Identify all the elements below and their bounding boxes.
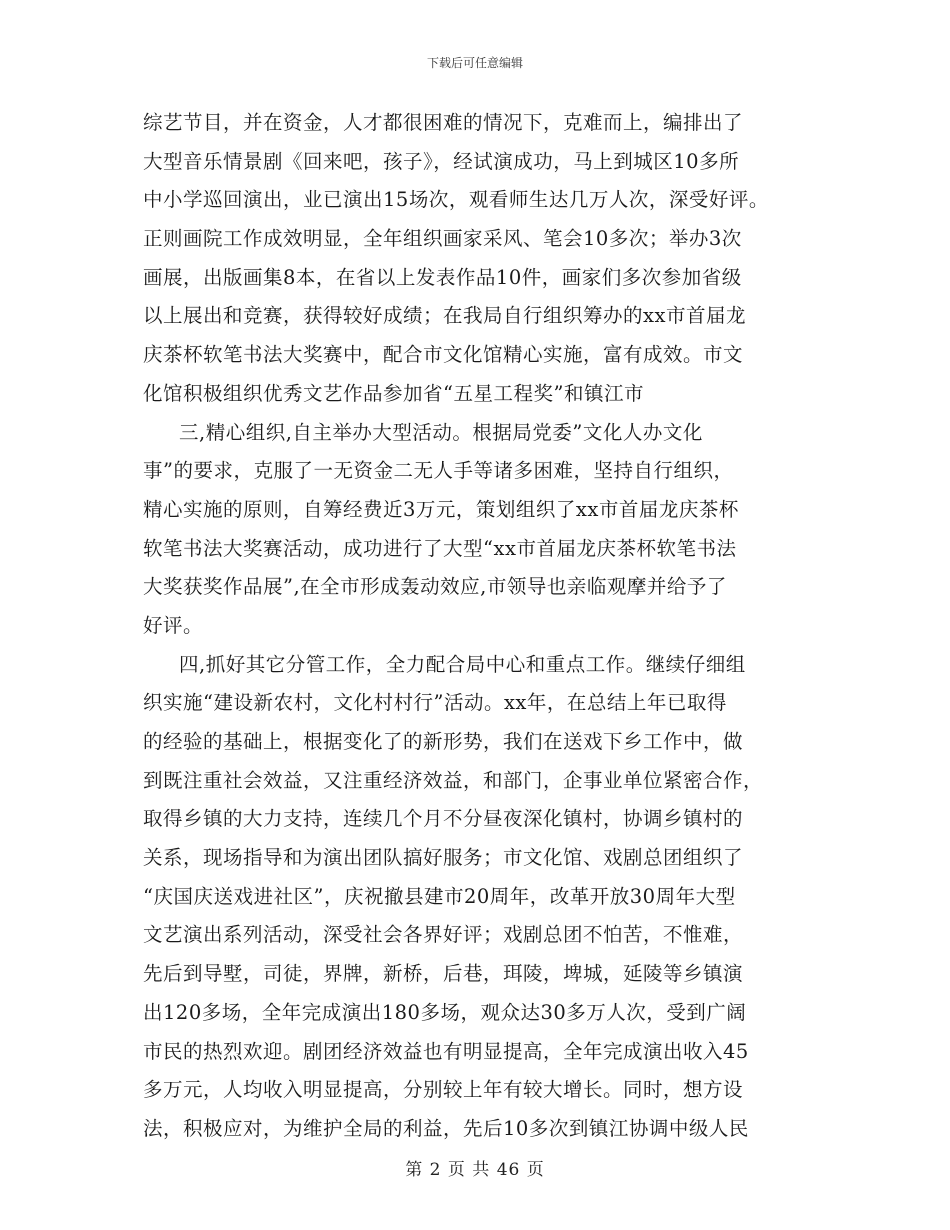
body-line: 好评。 (143, 613, 204, 637)
body-line: 以上展出和竞赛，获得较好成绩；在我局自行组织筹办的xx市首届龙 (143, 304, 746, 328)
body-line: “庆国庆送戏进社区”，庆祝撤县建市20周年，改革开放30周年大型 (143, 884, 736, 908)
body-line: 关系，现场指导和为演出团队搞好服务；市文化馆、戏剧总团组织了 (143, 846, 744, 870)
body-line: 市民的热烈欢迎。剧团经济效益也有明显提高，全年完成演出收入45 (143, 1039, 749, 1063)
body-line: 大型音乐情景剧《回来吧，孩子》，经试演成功，马上到城区10多所 (143, 149, 740, 173)
body-line: 事”的要求，克服了一无资金二无人手等诸多困难，坚持自行组织， (143, 459, 734, 483)
body-line: 精心实施的原则，自筹经费近3万元，策划组织了xx市首届龙庆茶杯 (143, 497, 739, 521)
page-number-footer: 第 2 页 共 46 页 (405, 1160, 545, 1180)
body-line: 先后到导墅，司徒，界牌，新桥，后巷，珥陵，埤城，延陵等乡镇演 (143, 962, 744, 986)
body-line: 正则画院工作成效明显，全年组织画家采风、笔会10多次；举办3次 (143, 227, 742, 251)
body-line: 取得乡镇的大力支持，连续几个月不分昼夜深化镇村，协调乡镇村的 (143, 807, 744, 831)
body-line: 画展，出版画集8本，在省以上发表作品10件，画家们多次参加省级 (143, 265, 742, 289)
body-line: 出120多场，全年完成演出180多场，观众达30多万人次，受到广阔 (143, 1000, 747, 1024)
body-line: 的经验的基础上，根据变化了的新形势，我们在送戏下乡工作中，做 (143, 730, 744, 753)
page-header: 下载后可任意编辑 (426, 56, 523, 70)
body-line: 庆茶杯软笔书法大奖赛中，配合市文化馆精心实施，富有成效。市文 (143, 343, 744, 367)
body-line: 中小学巡回演出，业已演出15场次，观看师生达几万人次，深受好评。 (143, 188, 769, 212)
body-line: 法，积极应对，为维护全局的利益，先后10多次到镇江协调中级人民 (143, 1116, 749, 1140)
body-line: 到既注重社会效益，又注重经济效益，和部门，企事业单位紧密合作， (143, 768, 764, 792)
body-line: 化馆积极组织优秀文艺作品参加省“五星工程奖”和镇江市 (143, 381, 644, 405)
body-line: 文艺演出系列活动，深受社会各界好评；戏剧总团不怕苦，不惟难， (143, 923, 744, 947)
paragraph-start-line: 三,精心组织,自主举办大型活动。根据局党委”文化人办文化 (179, 420, 703, 444)
body-line: 织实施“建设新农村，文化村村行”活动。xx年，在总结上年已取得 (143, 691, 727, 715)
body-line: 综艺节目，并在资金，人才都很困难的情况下，克难而上，编排出了 (143, 111, 744, 134)
body-line: 多万元，人均收入明显提高，分别较上年有较大增长。同时，想方设 (143, 1078, 744, 1102)
body-line: 软笔书法大奖赛活动，成功进行了大型“xx市首届龙庆茶杯软笔书法 (143, 536, 737, 560)
document-body (143, 104, 823, 1149)
body-line: 大奖获奖作品展”,在全市形成轰动效应,市领导也亲临观摩并给予了 (143, 575, 727, 599)
paragraph-start-line: 四,抓好其它分管工作，全力配合局中心和重点工作。继续仔细组 (179, 652, 746, 676)
